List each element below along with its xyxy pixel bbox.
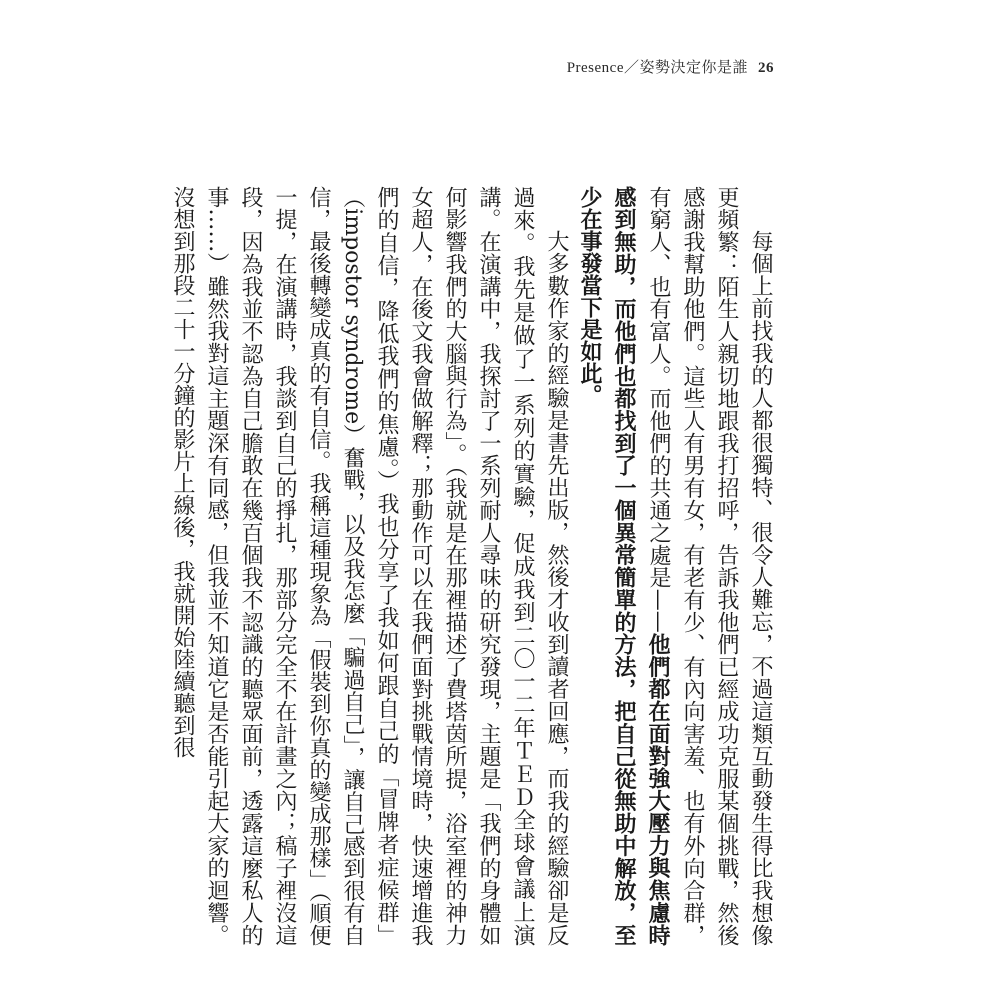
paragraph-1 <box>573 186 777 946</box>
running-header <box>567 56 774 77</box>
page-number: 26 <box>758 60 774 76</box>
paragraph-2: 大多數作家的經驗是書先出版，然後才收到讀者回應，而我的經驗卻是反過來。我先是做了一系列的實驗，促成我到二〇一二年ＴＥＤ全球會議上演講。在演講中，我探討了一系列耐人尋味的研究發現，主題是「我們的身體如何影響我們的大腦與行為」。（我就是在那裡描述了費塔茵所提，浴室裡的神力女超人，在後文我會做解釋；那動作可以在我們面對挑戰情境時，快速增進我們的自信，降低我們的焦慮。）我也分享了我如何跟自己的「冒牌者症候群」（impostor syndrome）奮戰，以及我怎麼「騙過自己」，讓自己感到很有自信，最後轉變成真的有自信。我稱這種現象為「假裝到你真的變成那樣」（順便一提，在演講時，我談到自己的掙扎，那部分完全不在計畫之內；稿子裡沒這段，因為我並不認為自己膽敢在幾百個我不認識的聽眾面前，透露這麼私人的事……）雖然我對這主題深有同感，但我並不知道它是否能引起大家的迴響。沒想到那段二十一分鐘的影片上線後，我就開始陸續聽到很 <box>170 186 569 946</box>
paragraph-1-bold-text: 他們都在面對強大壓力與焦慮時感到無助，而他們也都找到了一個異常簡單的方法，把自己從無助中解放，至少在事發當下是如此。 <box>577 186 671 946</box>
paragraph-1-text: 每個上前找我的人都很獨特、很令人難忘，不過這類互動發生得比我想像更頻繁：陌生人親切地跟我打招呼，告訴我他們已經成功克服某個挑戰，然後感謝我幫助他們。這些人有男有女，有老有少、有內向害羞、也有外向合群，有窮人、也有富人。而他們的共通之處是—— <box>646 186 773 946</box>
book-title: Presence／姿勢決定你是誰 <box>566 60 748 76</box>
body-text <box>170 186 777 946</box>
